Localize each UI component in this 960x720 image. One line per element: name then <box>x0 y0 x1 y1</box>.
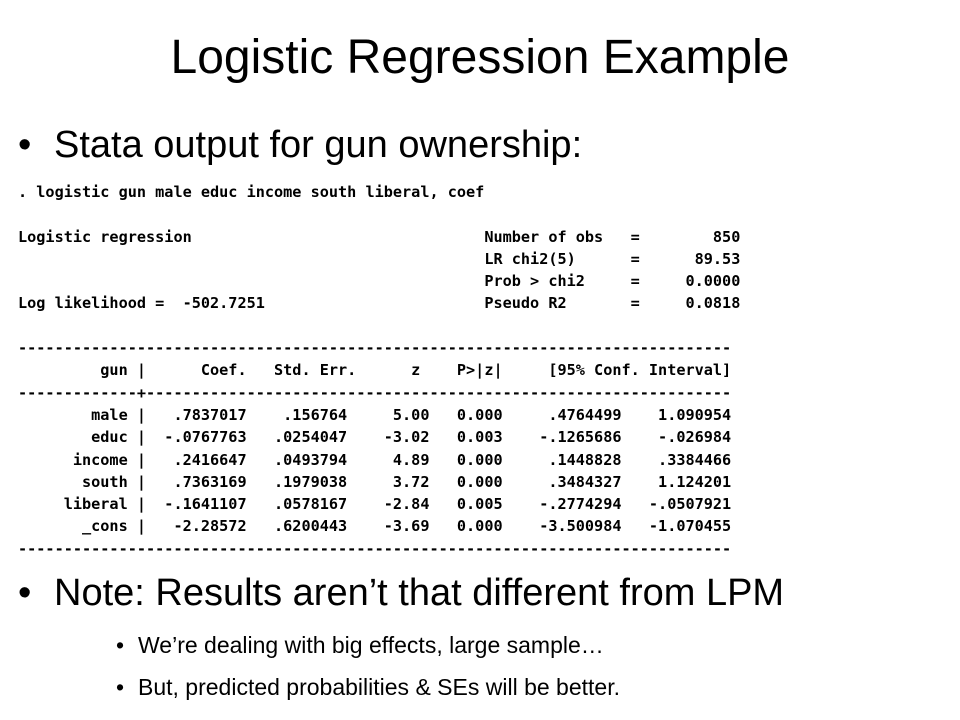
sub-bullet-big-effects <box>116 632 604 660</box>
sub-bullet-predicted-probabilities <box>116 674 620 702</box>
bullet-text: Note: Results aren’t that different from LPM <box>54 572 785 614</box>
stata-row-liberal: liberal | -.1641107 .0578167 -2.84 0.005 -.2774294 -.0507921 <box>18 495 732 514</box>
stata-header-line: Logistic regression Number of obs = 850 <box>18 227 741 246</box>
bullet-dot: • <box>18 124 32 166</box>
stata-rule-bottom: ------------------------------------------------------------------------------ <box>18 539 732 558</box>
sub-bullet-text: We’re dealing with big effects, large sample… <box>138 632 604 658</box>
bullet-stata-output <box>18 124 582 168</box>
stata-header-line: LR chi2(5) = 89.53 <box>18 249 741 268</box>
stata-row-educ: educ | -.0767763 .0254047 -3.02 0.003 -.1265686 -.026984 <box>18 428 732 447</box>
stata-separator: -------------+---------------------------------------------------------------- <box>18 383 732 402</box>
bullet-text: Stata output for gun ownership: <box>54 124 583 166</box>
stata-row-south: south | .7363169 .1979038 3.72 0.000 .3484327 1.124201 <box>18 472 732 491</box>
bullet-note <box>18 572 784 616</box>
stata-row-cons: _cons | -2.28572 .6200443 -3.69 0.000 -3.500984 -1.070455 <box>18 517 732 536</box>
bullet-dot: • <box>18 572 32 614</box>
slide-title: Logistic Regression Example <box>170 31 790 84</box>
stata-output <box>18 181 740 560</box>
stata-row-income: income | .2416647 .0493794 4.89 0.000 .1448828 .3384466 <box>18 450 732 469</box>
stata-rule-top: ------------------------------------------------------------------------------ <box>18 339 732 358</box>
bullet-dot: • <box>116 674 125 700</box>
stata-column-header: gun | Coef. Std. Err. z P>|z| [95% Conf. Interval] <box>18 361 732 380</box>
stata-header-line: Log likelihood = -502.7251 Pseudo R2 = 0.0818 <box>18 294 741 313</box>
stata-blank-line <box>18 315 740 337</box>
bullet-dot: • <box>116 632 125 658</box>
sub-bullet-text: But, predicted probabilities & SEs will be better. <box>138 674 620 700</box>
stata-header-line: Prob > chi2 = 0.0000 <box>18 272 741 291</box>
stata-row-male: male | .7837017 .156764 5.00 0.000 .4764499 1.090954 <box>18 405 732 424</box>
stata-command: . logistic gun male educ income south liberal, coef <box>18 183 485 201</box>
stata-blank-line <box>18 203 740 225</box>
